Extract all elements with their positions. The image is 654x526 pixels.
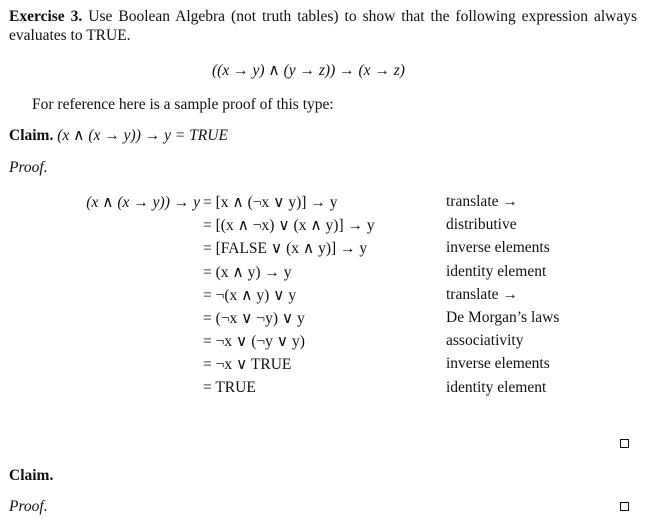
sample-claim xyxy=(9,126,228,145)
derivation-step: = [FALSE ∨ (x ∧ y)] → y xyxy=(203,240,368,257)
derivation-step: = ¬x ∨ (¬y ∨ y) xyxy=(203,333,305,350)
proof-label: Proof. xyxy=(9,159,48,176)
derivation-reason: translate → xyxy=(446,193,518,210)
derivation-step: = [(x ∧ ¬x) ∨ (x ∧ y)] → y xyxy=(203,217,375,234)
exercise-text: Use Boolean Algebra (not truth tables) to show that the following expression always evaluates to TRUE. xyxy=(9,8,637,44)
derivation-lhs: (x ∧ (x → y)) → y xyxy=(86,194,200,211)
second-proof-label: Proof. xyxy=(9,498,48,515)
derivation-reason: inverse elements xyxy=(446,239,550,256)
derivation-step: = TRUE xyxy=(203,379,256,396)
reference-text: For reference here is a sample proof of this type: xyxy=(32,96,334,113)
claim-label: Claim. xyxy=(9,127,54,144)
exercise-statement xyxy=(9,7,637,45)
qed-box-2 xyxy=(620,502,629,511)
derivation-reason: distributive xyxy=(446,216,517,233)
derivation-step: = ¬x ∨ TRUE xyxy=(203,356,292,373)
qed-box xyxy=(620,439,629,448)
derivation-step: = ¬(x ∧ y) ∨ y xyxy=(203,287,297,304)
derivation-reason: inverse elements xyxy=(446,355,550,372)
exercise-label: Exercise 3. xyxy=(9,8,83,25)
derivation-reason: associativity xyxy=(446,332,524,349)
derivation-step: = [x ∧ (¬x ∨ y)] → y xyxy=(203,194,338,211)
claim-statement: (x ∧ (x → y)) → y = TRUE xyxy=(57,127,228,144)
second-claim-label: Claim. xyxy=(9,467,54,484)
derivation-step: = (x ∧ y) → y xyxy=(203,264,292,281)
derivation-step: = (¬x ∨ ¬y) ∨ y xyxy=(203,310,305,327)
derivation-reason: identity element xyxy=(446,379,547,396)
main-expression: ((x → y) ∧ (y → z)) → (x → z) xyxy=(212,62,405,79)
derivation-reason: translate → xyxy=(446,286,518,303)
derivation-reason: identity element xyxy=(446,263,547,280)
derivation-reason: De Morgan’s laws xyxy=(446,309,560,326)
